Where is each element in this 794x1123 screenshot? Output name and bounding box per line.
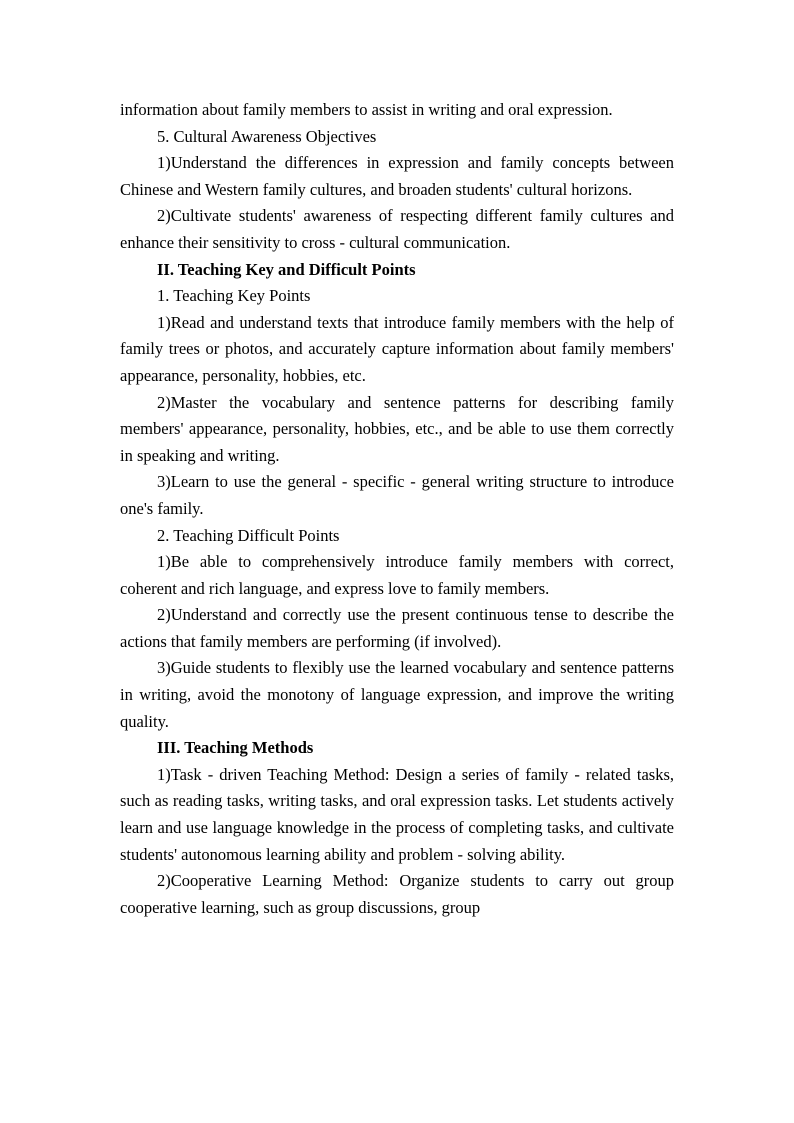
key-point-2: 2)Master the vocabulary and sentence patterns for describing family members' appearance, personality, hobbies, etc., and be able to use them correctly in speaking and writing. — [120, 392, 674, 465]
cultural-objective-1: 1)Understand the differences in expression and family concepts between Chinese and Western family cultures, and broaden students' cultural horizons. — [120, 153, 674, 199]
key-point-1: 1)Read and understand texts that introduce family members with the help of family trees or photos, and accurately capture information about family members' appearance, personality, hobbies, etc. — [120, 312, 674, 385]
cultural-awareness-heading: 5. Cultural Awareness Objectives — [157, 126, 377, 146]
difficult-point-1: 1)Be able to comprehensively introduce family members with correct, coherent and rich language, and express love to family members. — [120, 552, 674, 598]
teaching-method-2: 2)Cooperative Learning Method: Organize students to carry out group cooperative learning, such as group discussions, group — [120, 871, 674, 917]
teaching-method-1: 1)Task - driven Teaching Method: Design a series of family - related tasks, such as reading tasks, writing tasks, and oral expression tasks. Let students actively learn and use language knowledge in the process of completing tasks, and cultivate students' autonomous learning ability and problem - solving ability. — [120, 764, 674, 864]
key-points-heading: 1. Teaching Key Points — [157, 286, 311, 306]
difficult-point-3: 3)Guide students to flexibly use the learned vocabulary and sentence patterns in writing, avoid the monotony of language expression, and improve the writing quality. — [120, 658, 674, 731]
cultural-objective-2: 2)Cultivate students' awareness of respecting different family cultures and enhance their sensitivity to cross - cultural communication. — [120, 206, 674, 252]
difficult-points-heading: 2. Teaching Difficult Points — [157, 525, 340, 545]
section-3-heading: III. Teaching Methods — [157, 738, 314, 758]
section-2-heading: II. Teaching Key and Difficult Points — [157, 259, 416, 279]
difficult-point-2: 2)Understand and correctly use the present continuous tense to describe the actions that family members are performing (if involved). — [120, 605, 674, 651]
paragraph-continuation: information about family members to assist in writing and oral expression. — [120, 100, 613, 119]
document-page — [120, 97, 674, 921]
key-point-3: 3)Learn to use the general - specific - general writing structure to introduce one's family. — [120, 472, 674, 518]
